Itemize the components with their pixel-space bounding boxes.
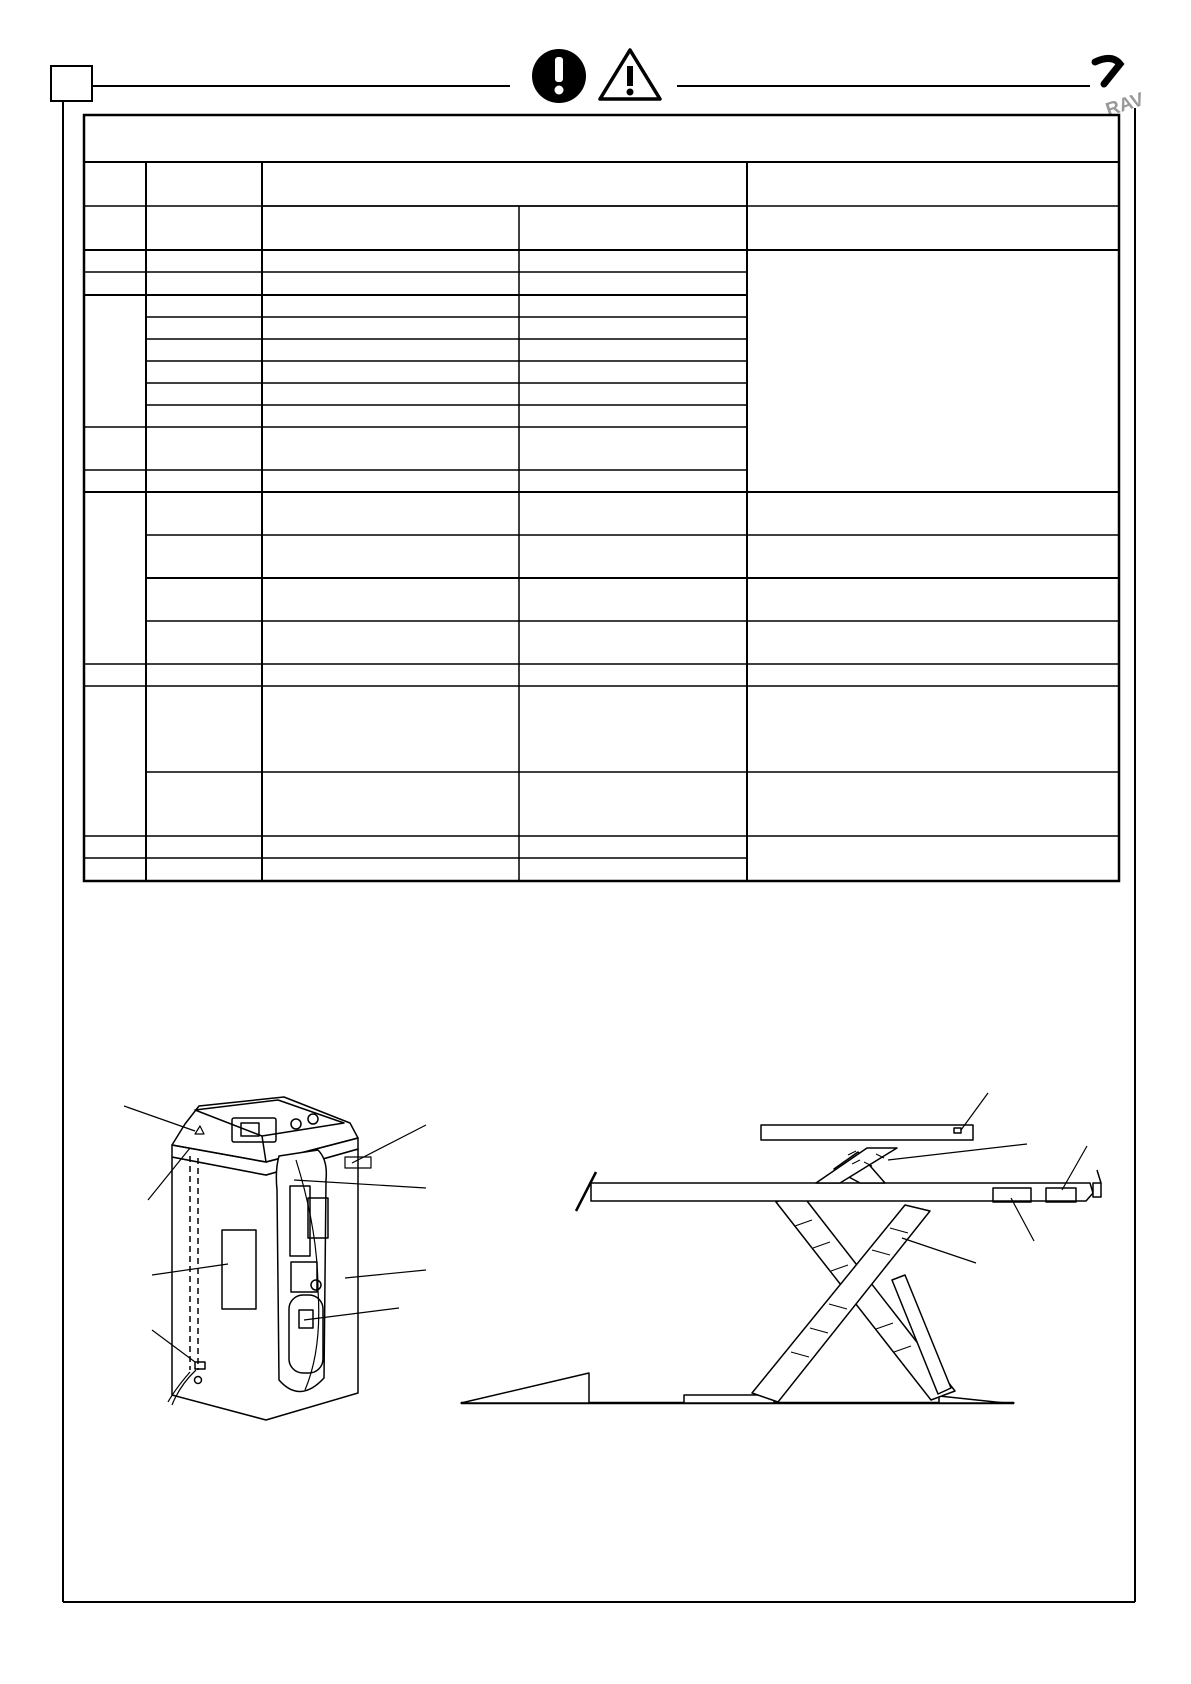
logo-text: RAV <box>1103 89 1147 121</box>
data-table <box>84 115 1119 881</box>
warning-triangle-icon <box>600 50 660 99</box>
scissor-lift-figure <box>461 1125 1101 1403</box>
page-frame <box>51 66 1135 1602</box>
control-unit-callouts <box>124 1106 426 1362</box>
control-unit-figure <box>168 1097 371 1420</box>
exclamation-icon <box>532 49 586 103</box>
page-number-box <box>51 66 92 101</box>
lift-callouts <box>888 1093 1087 1263</box>
brand-logo <box>1095 58 1147 121</box>
